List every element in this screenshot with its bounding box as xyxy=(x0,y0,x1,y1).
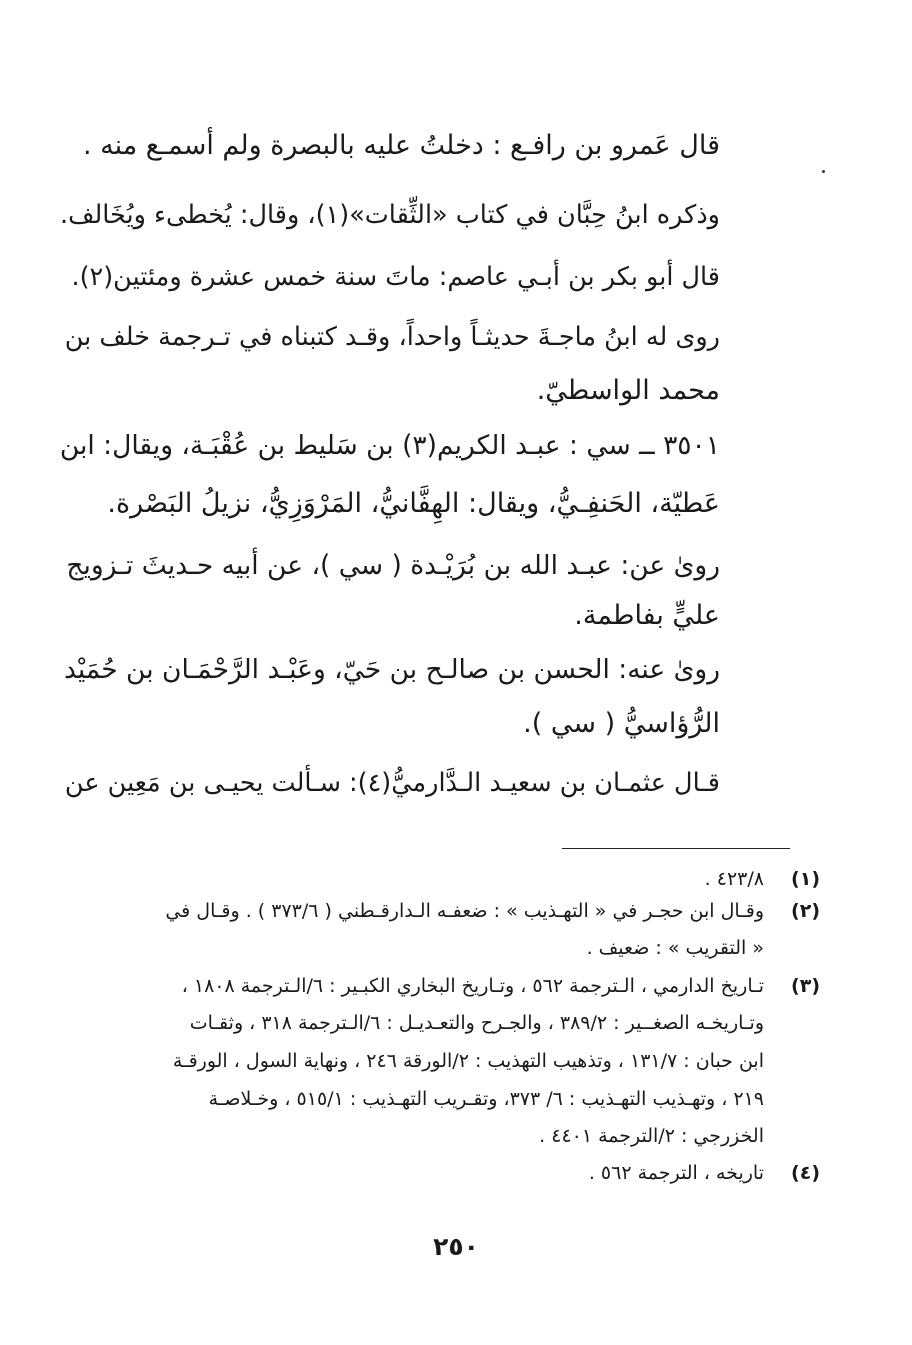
body-line: وذكره ابنُ حِبَّان في كتاب «الثِّقات»(١)، وقال: يُخطىء ويُخَالف. xyxy=(60,200,720,230)
footnote-line: وقـال ابن حجـر في « التهـذيب » : ضعفـه الـدارقـطني ( ٣٧٣/٦ ) . وقـال في xyxy=(165,900,764,922)
footnote-line: ٤٢٣/٨ . xyxy=(704,868,764,890)
footnote-marker: (١) xyxy=(791,868,820,890)
footnote-divider xyxy=(562,848,790,849)
body-line: عَطيّة، الحَنفِـيُّ، ويقال: الهِفَّانيُّ، المَرْوَزِيُّ، نزيلُ البَصْرة. xyxy=(107,488,720,519)
body-line: روى له ابنُ ماجـةَ حديثـاً واحداً، وقـد كتبناه في تـرجمة خلف بن xyxy=(64,322,720,352)
footnote-line: وتـاريخـه الصغــير : ٣٨٩/٢ ، والجـرح والتعـديـل : ٦/الـترجمة ٣١٨ ، وثقـات xyxy=(189,1012,764,1034)
body-line: قال أبو بكر بن أبـي عاصم: ماتَ سنة خمس عشرة ومئتين(٢). xyxy=(71,262,720,292)
footnote-marker: (٣) xyxy=(791,975,820,997)
footnote-line: ابن حبان : ١٣١/٧ ، وتذهيب التهذيب : ٢/الورقة ٢٤٦ ، ونهاية السول ، الورقـة xyxy=(172,1050,764,1072)
body-line: محمد الواسطيّ. xyxy=(536,375,720,406)
footnote-line: ٢١٩ ، وتهـذيب التهـذيب : ٦/ ٣٧٣، وتقـريب التهـذيب : ٥١٥/١ ، وخـلاصـة xyxy=(208,1088,764,1110)
footnote-line: تاريخه ، الترجمة ٥٦٢ . xyxy=(588,1162,764,1184)
body-line: الرُّؤاسيُّ ( سي ). xyxy=(523,708,720,739)
body-line: قـال عثمـان بن سعيـد الـدَّارميُّ(٤): سـألت يحيـى بن مَعِين عن xyxy=(64,768,720,798)
scan-speck xyxy=(822,170,825,173)
narrated-by-line: روىٰ عنه: الحسن بن صالـح بن حَيّ، وعَبْـد الرَّحْمَـان بن حُمَيْد xyxy=(63,654,720,685)
footnote-marker: (٢) xyxy=(791,900,820,922)
narrated-from-line: روىٰ عن: عبـد الله بن بُرَيْـدة ( سي )، عن أبيه حـديثَ تـزويج xyxy=(66,550,720,581)
body-line: قال عَمرو بن رافـع : دخلتُ عليه بالبصرة ولم أسمـع منه . xyxy=(82,130,720,161)
body-line: عليٍّ بفاطمة. xyxy=(574,600,720,631)
footnote-line: « التقريب » : ضعيف . xyxy=(586,937,764,959)
footnote-line: تـاريخ الدارمي ، الـترجمة ٥٦٢ ، وتـاريخ البخاري الكبـير : ٦/الـترجمة ١٨٠٨ ، xyxy=(181,975,764,997)
entry-heading-line: ٣٥٠١ ــ سي : عبـد الكريم(٣) بن سَليط بن عُقْبَـة، ويقال: ابن xyxy=(59,430,720,461)
page-number: ٢٥٠ xyxy=(433,1232,479,1261)
footnote-line: الخزرجي : ٢/الترجمة ٤٤٠١ . xyxy=(539,1125,764,1147)
footnote-marker: (٤) xyxy=(791,1162,820,1184)
